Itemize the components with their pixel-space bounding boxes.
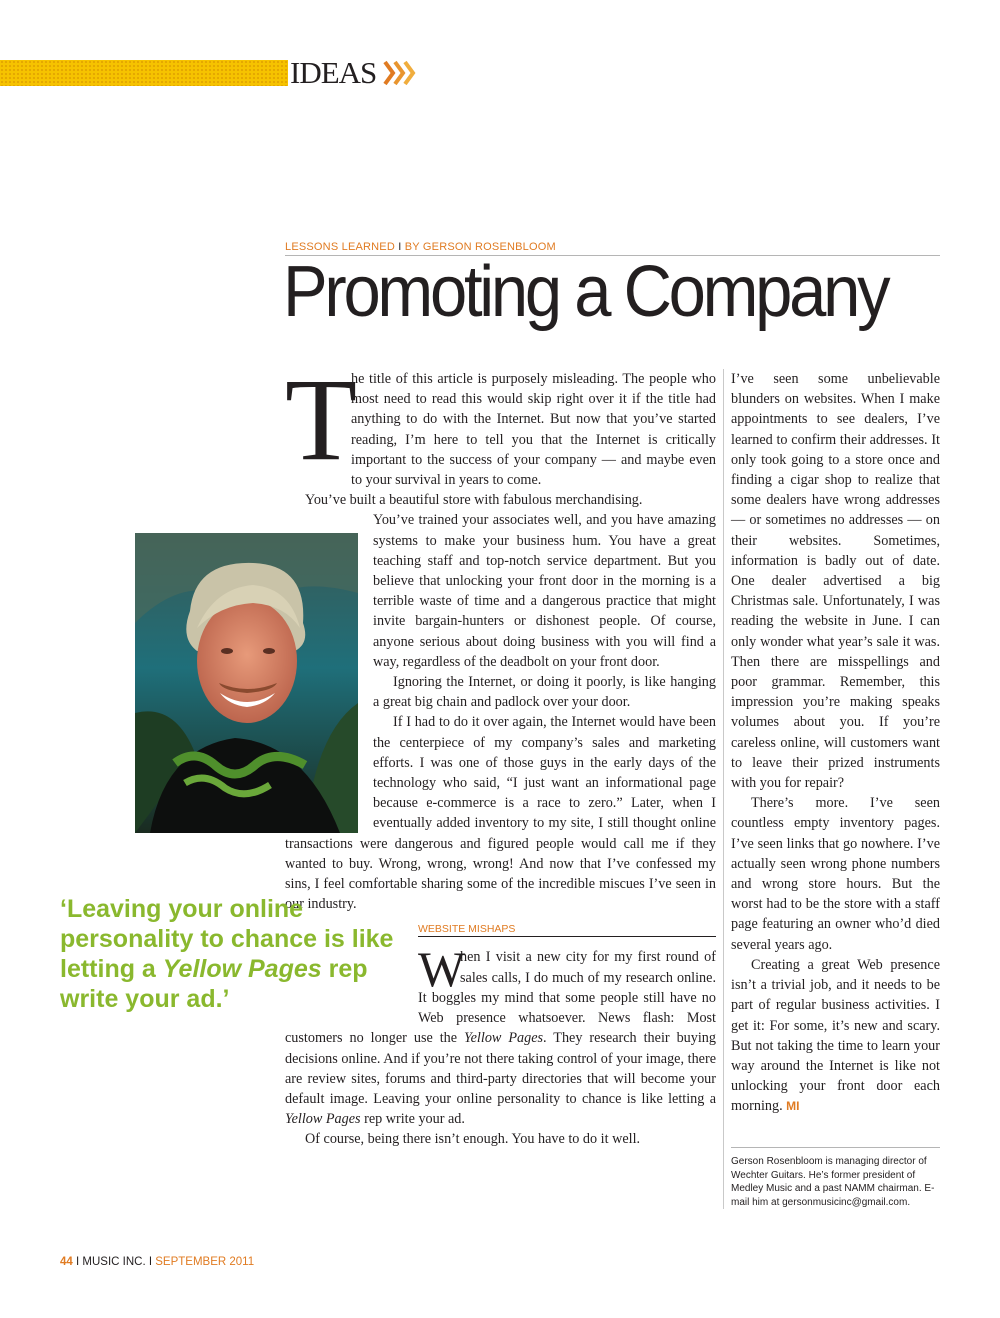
paragraph: Of course, being there isn’t enough. You have to do it well. <box>305 1131 641 1148</box>
author-bio: Gerson Rosenbloom is managing director of Wechter Guitars. He’s former president of Medley Music and a past NAMM chairman. E-mail him at gersonmusicinc@gmail.com. <box>731 1156 935 1208</box>
paragraph: You’ve trained your associates well, and you have amazing systems to make your business hum. You have a great teaching staff and top-notch service department. But you believe that unlocking your front door in the morning is a terrible waste of time and a dangerous practice that might invite bargain-hunters or dishonest people. Of course, anyone serious about doing business with you will find a way, regardless of the deadbolt on your front door. <box>373 512 716 670</box>
magazine-name: MUSIC INC. <box>82 1256 146 1268</box>
author-portrait-image <box>135 533 358 833</box>
page-folio: 44 I MUSIC INC. I SEPTEMBER 2011 <box>60 1256 255 1268</box>
paragraph: he title of this article is purposely misleading. The people who most need to read this would skip right over it if the title had anything to do with the Internet. But now that you’ve started reading, I’m here to tell you that the Internet is critically important to the success of your company — and maybe even to your survival in years to come. <box>351 371 716 489</box>
subhead-rule <box>418 936 716 937</box>
subhead: WEBSITE MISHAPS <box>418 923 516 936</box>
author-photo <box>135 533 358 833</box>
section-banner-bar <box>0 60 288 86</box>
byline: BY GERSON ROSENBLOOM <box>404 241 556 253</box>
bio-rule <box>731 1147 940 1148</box>
page-number: 44 <box>60 1256 73 1268</box>
end-mark: MI <box>786 1099 800 1114</box>
column-divider <box>723 369 724 1209</box>
kicker-separator: I <box>394 241 405 253</box>
paragraph: I’ve seen some unbelievable blunders on websites. When I make appointments to see dealers, I’ve learned to confirm their addresses. It only took going to a store once and finding a cigar shop to realize that some dealers have wrong addresses — or sometimes no addresses — on their websites. Sometimes, information is badly out of date. One dealer advertised a big Christmas sale. Unfortunately, I was reading the website in June. I can only wonder what year’s sale it was. Then there are misspellings and poor grammar. Remember, this impression you’re making speaks volumes about you. If you’re careless online, will customers want to leave their prized instruments with you for repair? <box>731 371 940 792</box>
drop-cap: T <box>285 354 358 485</box>
paragraph: There’s more. I’ve seen countless empty inventory pages. I’ve seen links that go nowhere. I’ve actually seen wrong phone numbers and wrong store hours. But the worst had to be the store with a staff page featuring an owner who’d died several years ago. <box>731 795 940 953</box>
paragraph: Creating a great Web presence isn’t a trivial job, and it needs to be part of regular business activities. I get it: For some, it’s new and scary. But not taking the time to learn your way around the Internet is like not unlocking your front door each morning. MI <box>731 956 940 1115</box>
pull-quote: ‘Leaving your online personality to chance is like letting a Yellow Pages rep write your ad.’ <box>60 895 394 1013</box>
paragraph: You’ve built a beautiful store with fabulous merchandising. <box>305 492 643 509</box>
paragraph: Ignoring the Internet, or doing it poorly, is like hanging a great big chain and padlock over your door. <box>373 674 716 711</box>
paragraph: W hen I visit a new city for my first round of sales calls, I do much of my research online. It boggles my mind that some people still have no Web presence whatsoever. News flash: Most customers no longer use the Yellow Pages. They research their buying decisions online. And if you’re not there taking control of your image, there are review sites, forums and third-party directories that will become your default image. Leaving your online personality to chance is like letting a Yellow Pages rep write your ad. <box>285 941 716 1128</box>
drop-cap: W <box>418 941 466 998</box>
section-label: IDEAS <box>290 55 377 90</box>
article-body-sidecolumn <box>731 369 940 1117</box>
chevron-right-icon <box>383 58 419 88</box>
issue-date: SEPTEMBER 2011 <box>155 1256 255 1268</box>
column-name: LESSONS LEARNED <box>285 241 395 253</box>
paragraph: If I had to do it over again, the Internet would have been the centerpiece of my company’s sales and marketing efforts. I was one of those guys in the early days of the technology who said, “I just want an informational page because e-commerce is a race to zero.” Later, when I eventually added inventory to my site, I still thought online transactions were dangerous and figured people would call me if they wanted to buy. Wrong, wrong, wrong! And now that I’ve confessed my sins, I feel comfortable sharing some of the incredible miscues I’ve seen in our industry. <box>285 714 716 913</box>
article-headline: Promoting a Company <box>283 252 888 332</box>
